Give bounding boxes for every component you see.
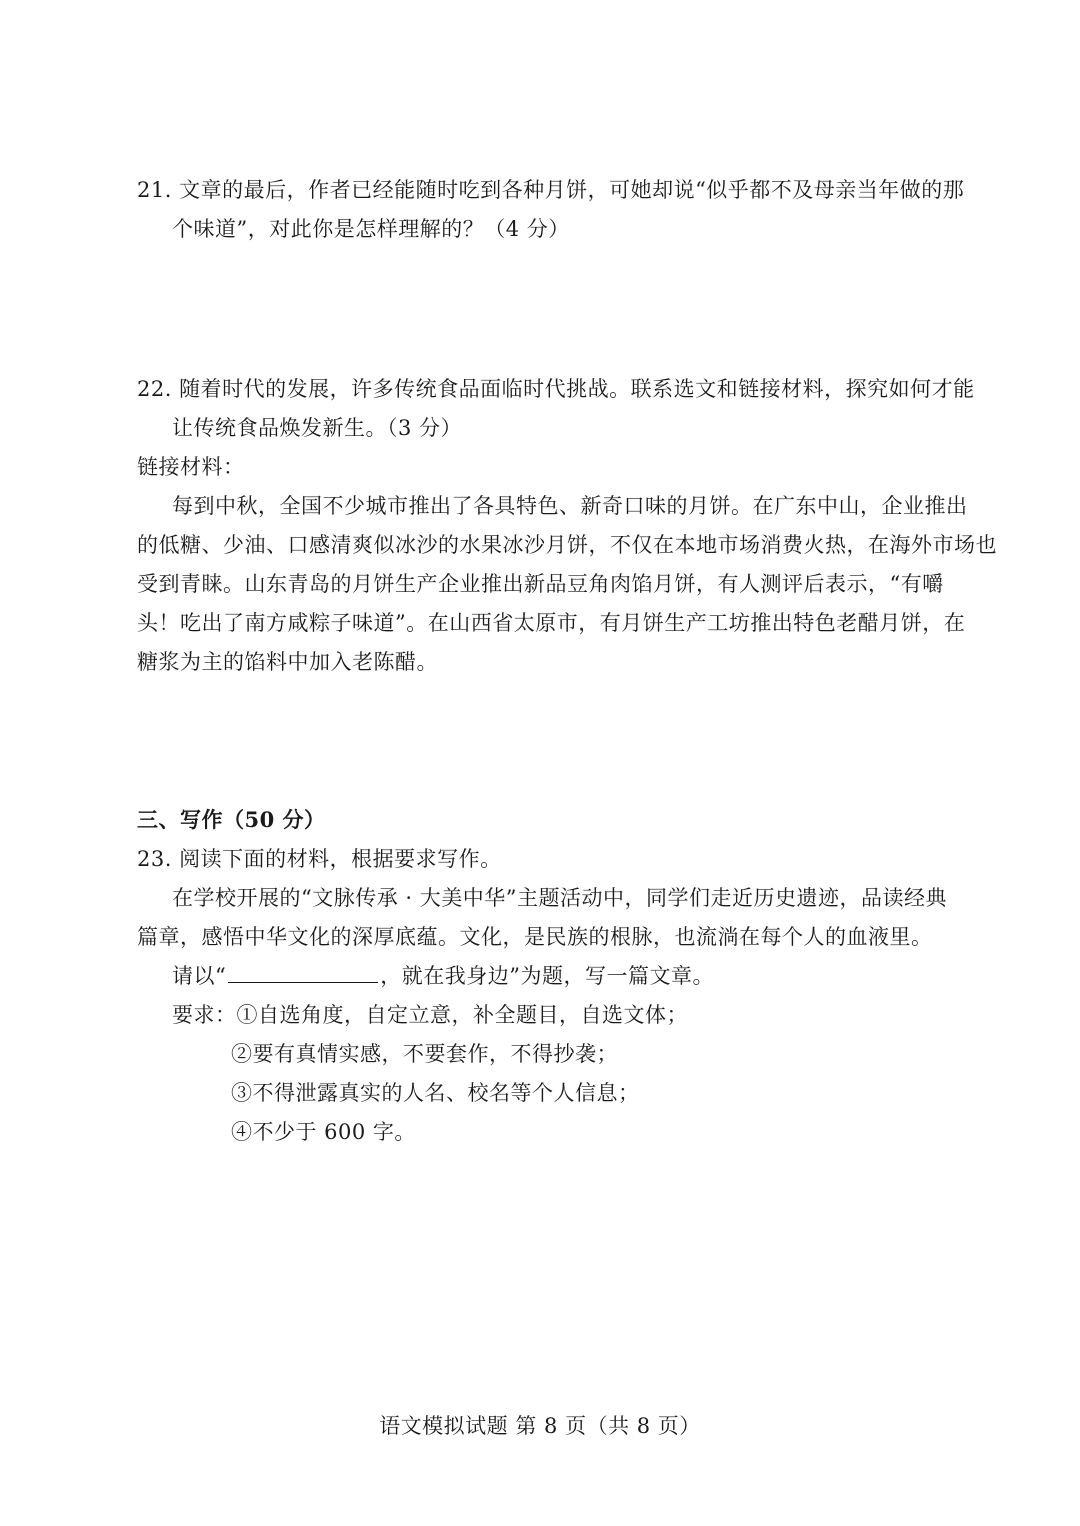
q22-material-line: 头！吃出了南方咸粽子味道”。在山西省太原市，有月饼生产工坊推出特色老醋月饼，在: [137, 611, 966, 635]
requirement-text: ①自选角度，自定立意，补全题目，自选文体；: [236, 1003, 688, 1027]
page-footer: 语文模拟试题 第 8 页（共 8 页）: [379, 1414, 701, 1438]
q23-line-1: 23. 阅读下面的材料，根据要求写作。: [137, 847, 502, 871]
q22-material-label: 链接材料：: [137, 455, 245, 479]
q22-material-line: 的低糖、少油、口感清爽似冰沙的水果冰沙月饼，不仅在本地市场消费火热，在海外市场也: [137, 533, 997, 557]
q21-line-1: 21. 文章的最后，作者已经能随时吃到各种月饼，可她却说“似乎都不及母亲当年做的那: [137, 178, 965, 202]
q23-requirement-3: ③不得泄露真实的人名、校名等个人信息；: [231, 1081, 640, 1105]
q23-requirement-1: [172, 1001, 688, 1029]
q23-requirement-4: ④不少于 600 字。: [231, 1120, 416, 1144]
q21-line-2: 个味道”，对此你是怎样理解的？（4 分）: [172, 217, 570, 241]
q23-paragraph-line: 篇章，感悟中华文化的深厚底蕴。文化，是民族的根脉，也流淌在每个人的血液里。: [137, 925, 933, 949]
q22-line-1: 22. 随着时代的发展，许多传统食品面临时代挑战。联系选文和链接材料，探究如何才能: [137, 377, 975, 401]
prompt-suffix: ，就在我身边”为题，写一篇文章。: [380, 964, 714, 988]
section-heading-writing: 三、写作（50 分）: [137, 807, 326, 832]
prompt-prefix: 请以“: [172, 964, 227, 988]
q23-requirement-2: ②要有真情实感，不要套作，不得抄袭；: [231, 1042, 618, 1066]
q22-material-line: 糖浆为主的馅料中加入老陈醋。: [137, 650, 438, 674]
q23-writing-prompt: [172, 962, 714, 990]
q22-material-line: 每到中秋，全国不少城市推出了各具特色、新奇口味的月饼。在广东中山，企业推出: [172, 494, 968, 518]
q23-paragraph-line: 在学校开展的“文脉传承 · 大美中华”主题活动中，同学们走近历史遗迹，品读经典: [172, 886, 947, 910]
q22-material-line: 受到青睐。山东青岛的月饼生产企业推出新品豆角肉馅月饼，有人测评后表示，“有嚼: [137, 572, 944, 596]
requirements-label: 要求：: [172, 1003, 237, 1027]
title-blank: [228, 964, 378, 983]
q22-line-2: 让传统食品焕发新生。（3 分）: [172, 416, 463, 440]
